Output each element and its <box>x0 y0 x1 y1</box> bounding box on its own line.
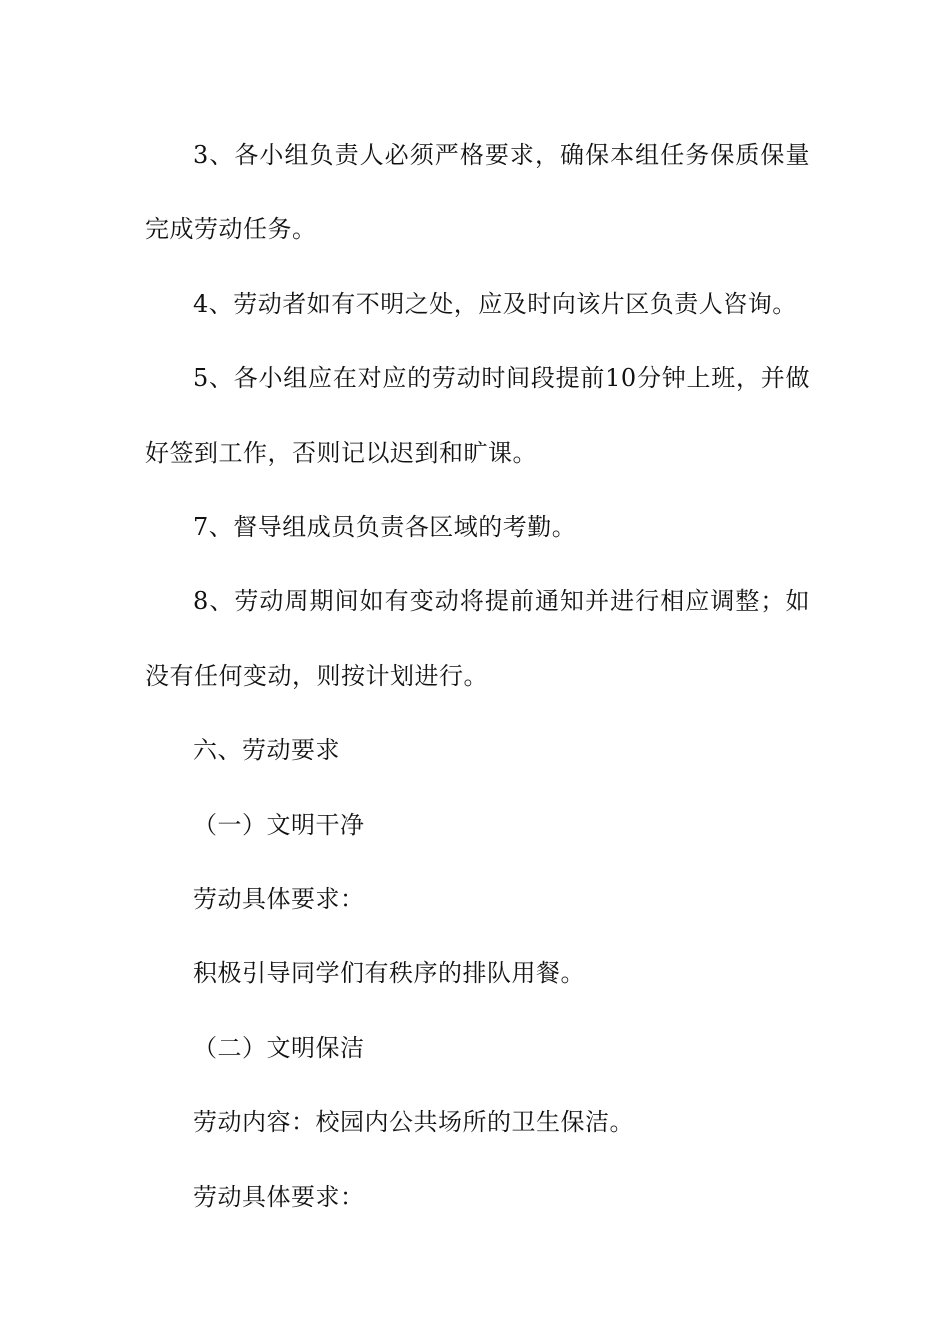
section-heading-six: 六、劳动要求 <box>193 736 340 765</box>
paragraph-item-3: 3、各小组负责人必须严格要求，确保本组任务保质保量完成劳动任务。 <box>145 141 810 244</box>
paragraph-item-7: 7、督导组成员负责各区域的考勤。 <box>193 513 577 542</box>
document-body <box>145 118 810 1234</box>
requirement-text: 积极引导同学们有秩序的排队用餐。 <box>193 959 585 988</box>
paragraph-item-4: 4、劳动者如有不明之处，应及时向该片区负责人咨询。 <box>193 289 797 318</box>
requirement-label-2: 劳动具体要求： <box>193 1182 365 1211</box>
paragraph-item-5: 5、各小组应在对应的劳动时间段提前10分钟上班，并做好签到工作，否则记以迟到和旷课。 <box>145 364 810 467</box>
subsection-heading-one: （一）文明干净 <box>193 810 365 839</box>
content-text: 劳动内容：校园内公共场所的卫生保洁。 <box>193 1108 634 1137</box>
subsection-heading-two: （二）文明保洁 <box>193 1033 365 1062</box>
requirement-label: 劳动具体要求： <box>193 885 365 914</box>
paragraph-item-8: 8、劳动周期间如有变动将提前通知并进行相应调整；如没有任何变动，则按计划进行。 <box>145 587 810 690</box>
